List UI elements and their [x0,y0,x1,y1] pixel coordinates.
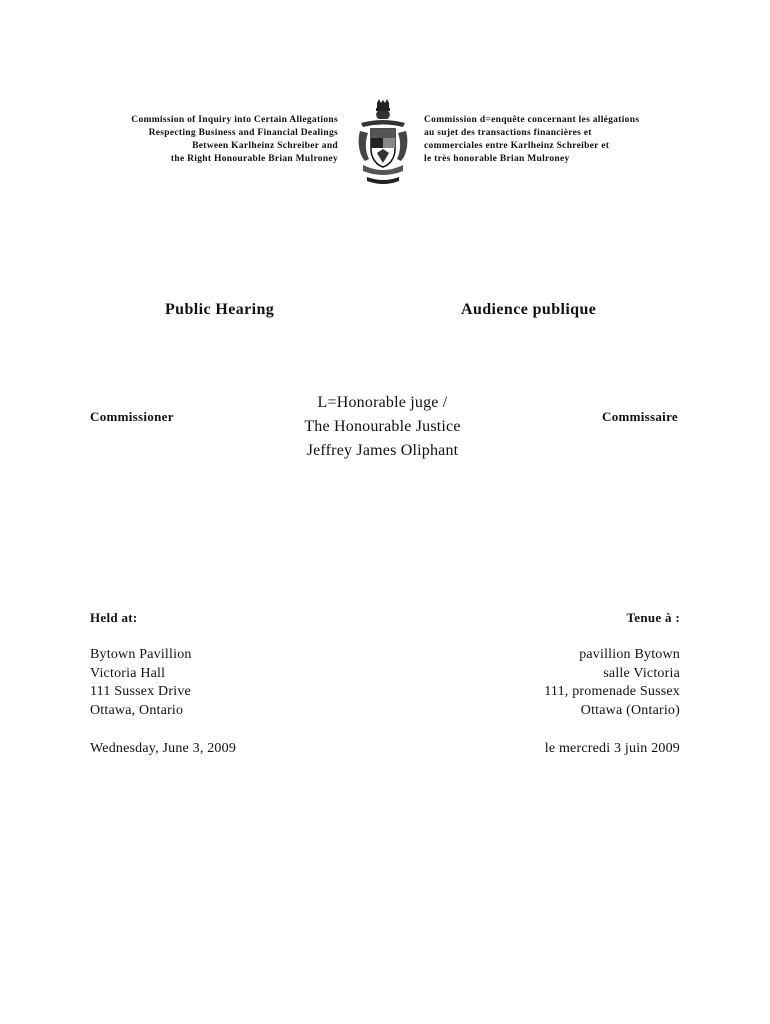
date-french: le mercredi 3 juin 2009 [544,741,680,756]
hearing-title-french: Audience publique [461,301,597,318]
held-at-label-english: Held at: [90,610,138,625]
address-line: 111, promenade Sussex [544,684,680,699]
header-line: Respecting Business and Financial Dealings [148,128,338,138]
address-line: Ottawa (Ontario) [580,702,680,718]
date-english: Wednesday, June 3, 2009 [90,741,237,756]
commissioner-label-french: Commissaire [602,409,678,424]
commissioner-label-english: Commissioner [90,409,174,424]
hearing-title-english: Public Hearing [165,301,275,318]
header-line: Commission d=enquête concernant les allégations [424,115,640,125]
address-line: Victoria Hall [90,665,166,681]
header-line: le très honorable Brian Mulroney [424,154,570,164]
header-line: au sujet des transactions financières et [424,128,592,138]
coat-of-arms-of-canada-icon [357,99,409,187]
commission-name-french [424,114,704,166]
address-line: salle Victoria [603,665,680,681]
header-line: commerciales entre Karlheinz Schreiber et [424,141,610,151]
address-line: 111 Sussex Drive [90,684,191,699]
commissioner-name [250,391,515,463]
address-line: pavillion Bytown [579,647,680,662]
address-line: Bytown Pavillion [90,647,192,662]
commissioner-name-line: L=Honorable juge / [317,394,448,411]
header-line: Commission of Inquiry into Certain Allegations [131,115,338,125]
address-line: Ottawa, Ontario [90,702,184,718]
commission-name-english [80,114,338,166]
address-english [90,646,192,720]
held-at-label-french: Tenue à : [626,610,680,625]
header-line: Between Karlheinz Schreiber and [192,141,338,151]
commissioner-name-line: The Honourable Justice [304,418,461,435]
commissioner-name-line: Jeffrey James Oliphant [306,442,459,459]
header-line: the Right Honourable Brian Mulroney [170,154,338,164]
address-french [544,646,680,720]
